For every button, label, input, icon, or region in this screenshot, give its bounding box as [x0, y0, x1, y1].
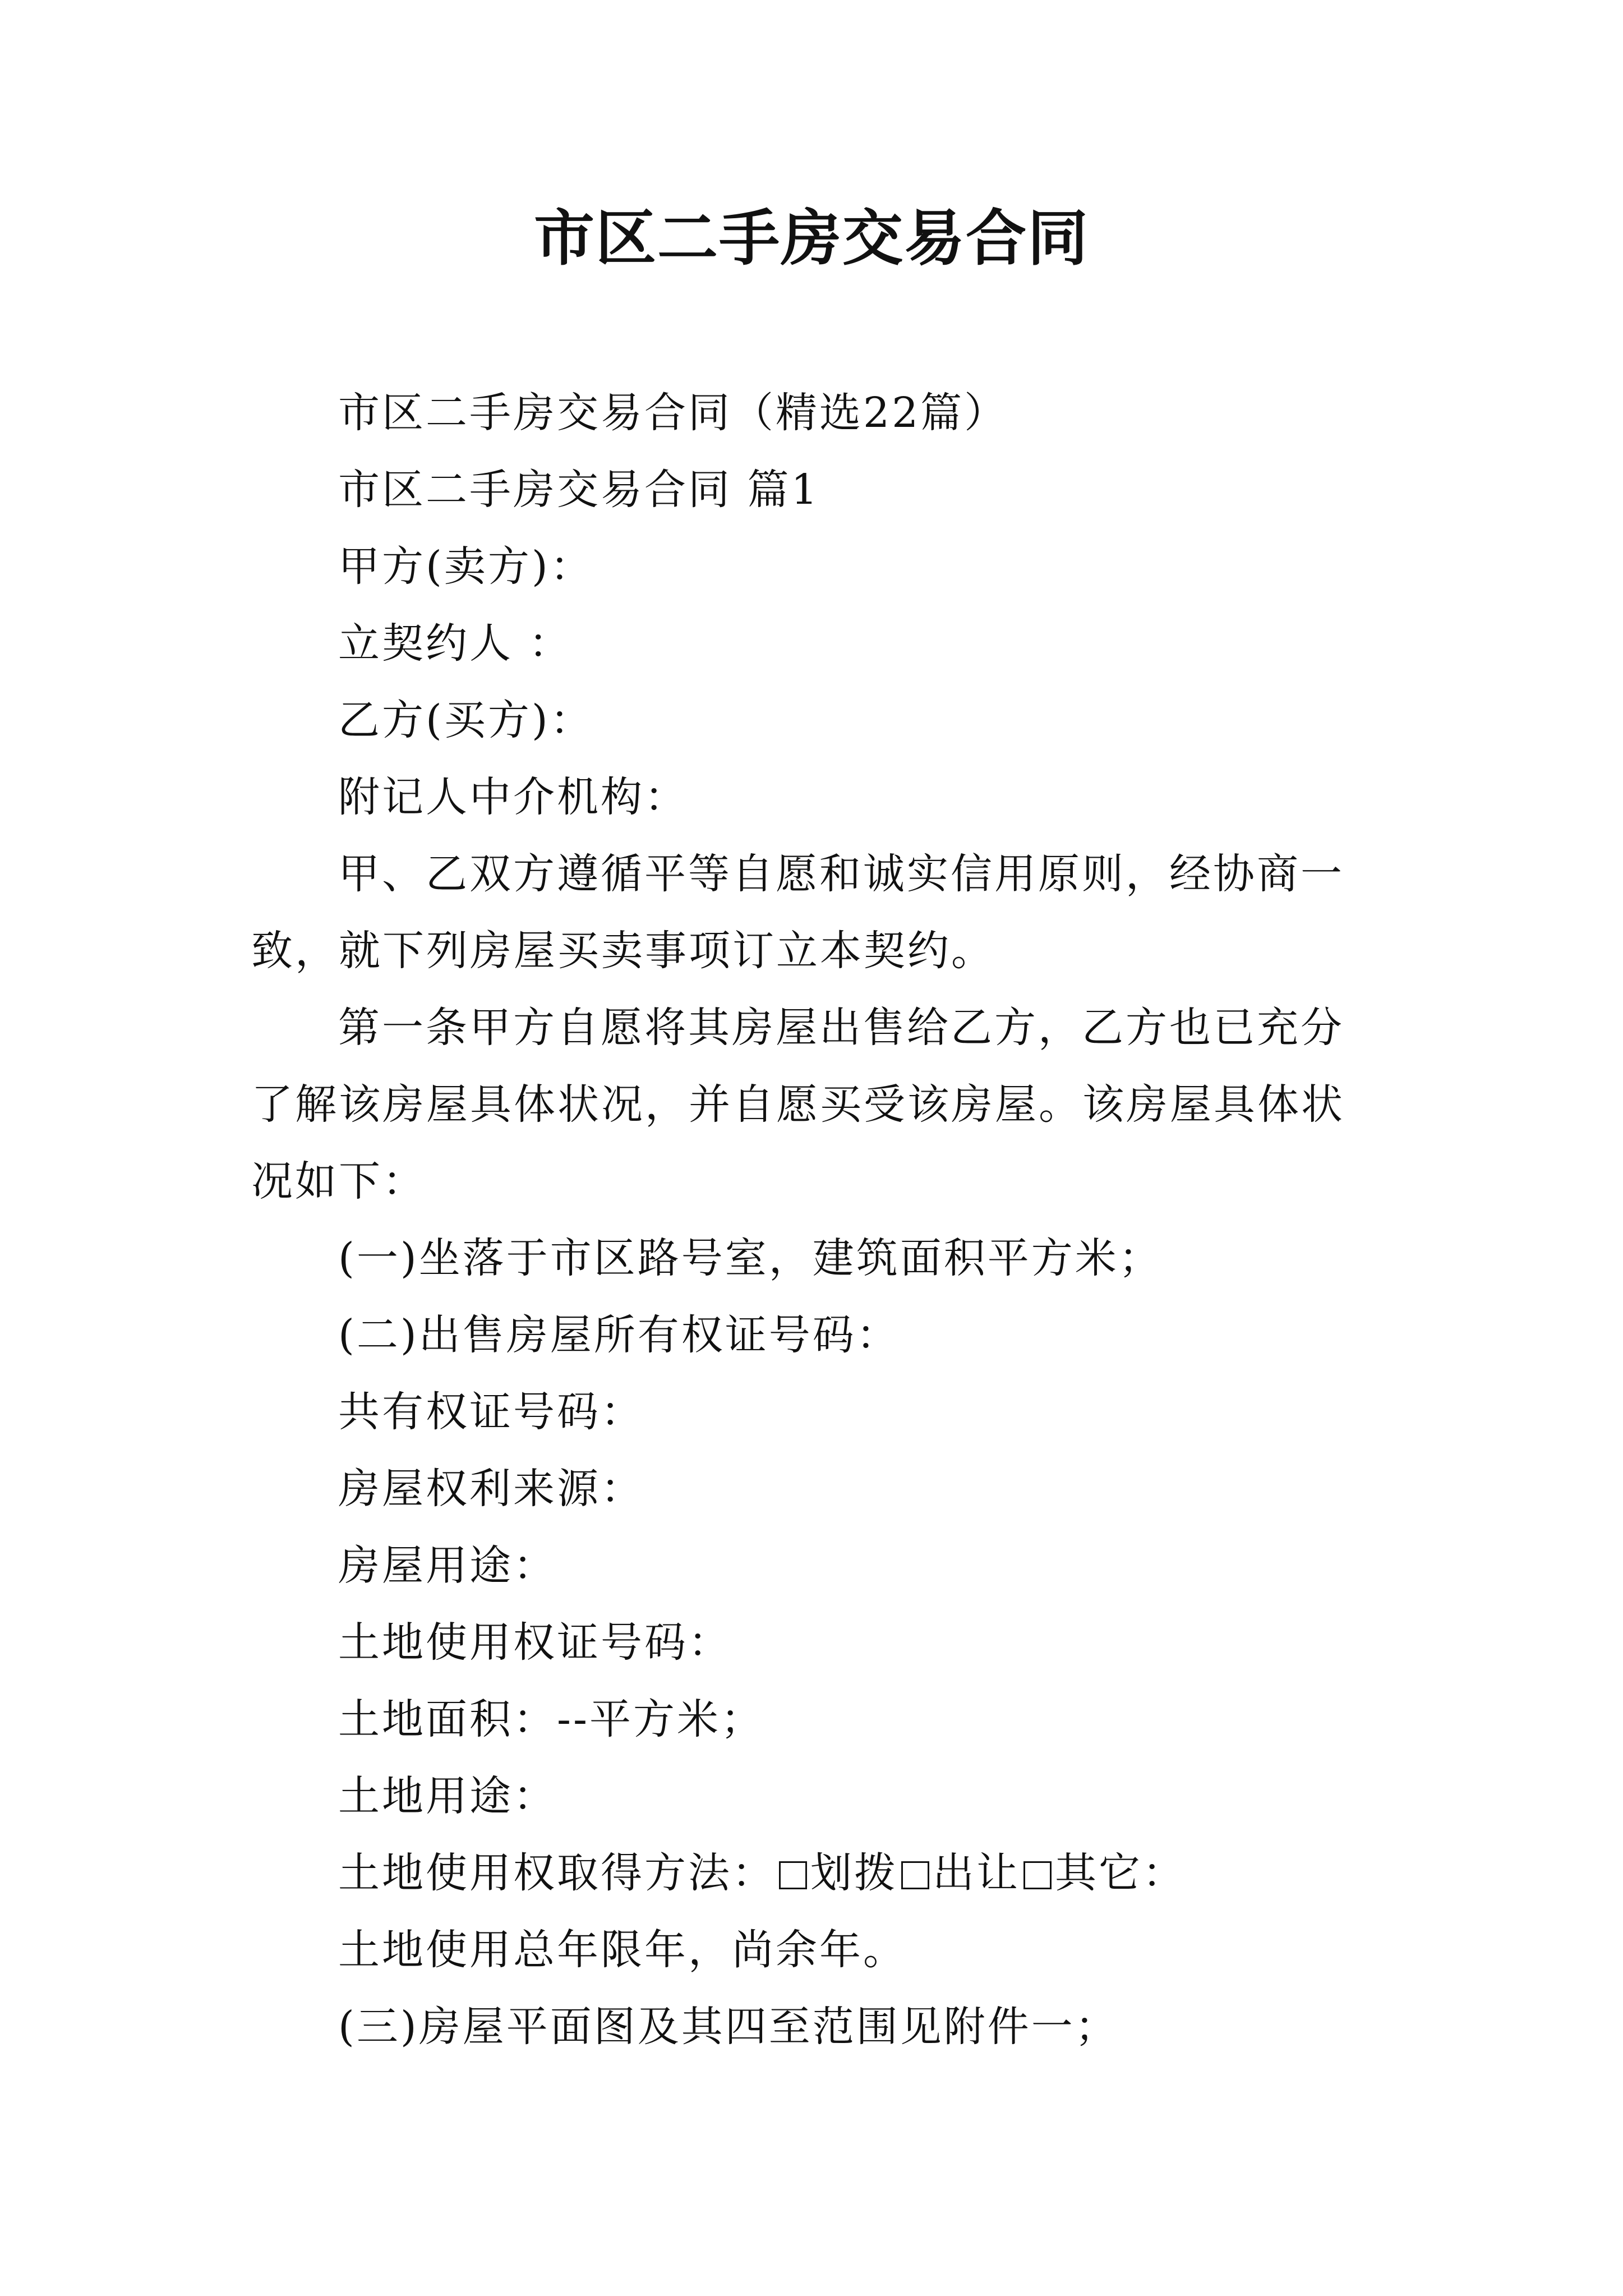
land-acquisition-label: 土地使用权取得方法： [338, 1849, 776, 1897]
checkbox-icon [1023, 1861, 1052, 1889]
document-title: 市区二手房交易合同 [533, 203, 1089, 274]
option-label: 划拨 [810, 1849, 898, 1897]
paragraph: 房屋用途： [338, 1542, 557, 1590]
paragraph: (三)房屋平面图及其四至范围见附件一； [338, 2003, 1119, 2051]
checkbox-icon [779, 1861, 807, 1889]
paragraph: 房屋权利来源： [338, 1465, 644, 1513]
document-body [251, 375, 1381, 2065]
paragraph: 第一条甲方自愿将其房屋出售给乙方，乙方也已充分了解该房屋具体状况，并自愿买受该房屋。该房屋具体状况如下： [251, 1004, 1345, 1205]
option-label: 其它： [1055, 1849, 1186, 1897]
land-acquisition-paragraph [251, 1835, 1381, 1912]
paragraph: 甲方(卖方)： [338, 542, 594, 591]
paragraph: 甲、乙双方遵循平等自愿和诚实信用原则，经协商一致，就下列房屋买卖事项订立本契约。 [251, 850, 1344, 975]
paragraph: 土地面积：--平方米； [338, 1695, 765, 1743]
paragraph: 市区二手房交易合同 篇1 [338, 466, 820, 514]
paragraph: 市区二手房交易合同（精选22篇） [338, 389, 1008, 437]
paragraph: 共有权证号码： [338, 1388, 644, 1436]
paragraph: 土地使用总年限年，尚余年。 [338, 1926, 907, 1974]
paragraph: 立契约人 ： [338, 619, 573, 668]
paragraph: 乙方(买方)： [338, 696, 594, 744]
paragraph: 土地使用权证号码： [338, 1618, 732, 1667]
paragraph: (二)出售房屋所有权证号码： [338, 1311, 900, 1359]
paragraph: (一)坐落于市区路号室，建筑面积平方米； [338, 1234, 1163, 1282]
option-label: 出让 [933, 1849, 1020, 1897]
paragraph: 土地用途： [338, 1772, 557, 1820]
checkbox-icon [901, 1861, 929, 1889]
paragraph: 附记人中介机构： [338, 773, 688, 821]
